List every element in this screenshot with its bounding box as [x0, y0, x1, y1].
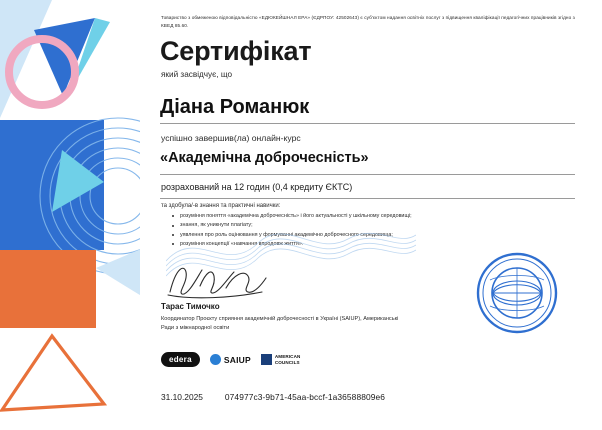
- page-title: Сертифікат: [160, 36, 312, 66]
- signature-image: [162, 262, 272, 300]
- hours-divider: [160, 198, 575, 199]
- certificate-body: [148, 0, 602, 430]
- certificate-id: 074977c3-9b71-45aa-bccf-1a36588809e6: [224, 392, 385, 402]
- decorative-shapes: [0, 0, 148, 430]
- partner-logos: [161, 352, 300, 367]
- course-divider: [160, 174, 575, 175]
- recipient-divider: [160, 123, 575, 124]
- certifies-label: який засвідчує, що: [161, 70, 233, 79]
- saiup-mark-icon: [210, 354, 221, 365]
- completion-label: успішно завершив(ла) онлайн-курс: [161, 133, 301, 143]
- list-item: розуміння поняття «академічна доброчесність» і його актуальності у шкільному середовищі;: [180, 212, 580, 221]
- signer-name: Тарас Тимочко: [161, 302, 220, 311]
- list-item: уявлення про роль оцінювання у формуванні академічно доброчесного середовища;: [180, 231, 580, 240]
- decorative-panel: [0, 0, 148, 430]
- american-councils-mark-icon: [261, 354, 272, 365]
- edera-logo: edera: [161, 352, 200, 367]
- course-hours: розрахований на 12 годин (0,4 кредиту ЄКТС): [161, 182, 353, 192]
- saiup-logo: [210, 354, 251, 365]
- american-councils-logo: [261, 354, 301, 365]
- signer-role: Координатор Проєкту сприяння академічній доброчесності в Україні (SAIUP), Американські Ради з міжнародної освіти: [161, 316, 399, 332]
- certificate-footer: [161, 392, 385, 402]
- american-councils-line2: COUNCILS: [274, 359, 300, 365]
- list-item: розуміння концепції «навчання впродовж життя».: [180, 240, 580, 249]
- saiup-logo-label: SAIUP: [223, 354, 251, 365]
- official-seal: [476, 252, 558, 334]
- list-item: знання, як уникнути плагіату;: [180, 221, 580, 230]
- recipient-name: Діана Романюк: [160, 96, 310, 118]
- legal-disclaimer: Товариство з обмеженою відповідальністю «ЕДЮКЕЙШНАЛ ЕРА» (ЄДРПОУ: 42502643) є суб'єктом надання освітніх послуг з підвищення кваліфікації педагогічних працівників згідно з КВЕД 85.60.: [161, 15, 575, 29]
- course-name: «Академічна доброчесність»: [160, 150, 369, 166]
- american-councils-line1: AMERICAN: [274, 353, 301, 359]
- issue-date: 31.10.2025: [161, 392, 203, 402]
- skills-intro: та здобула/-в знання та практичні навички:: [161, 203, 281, 209]
